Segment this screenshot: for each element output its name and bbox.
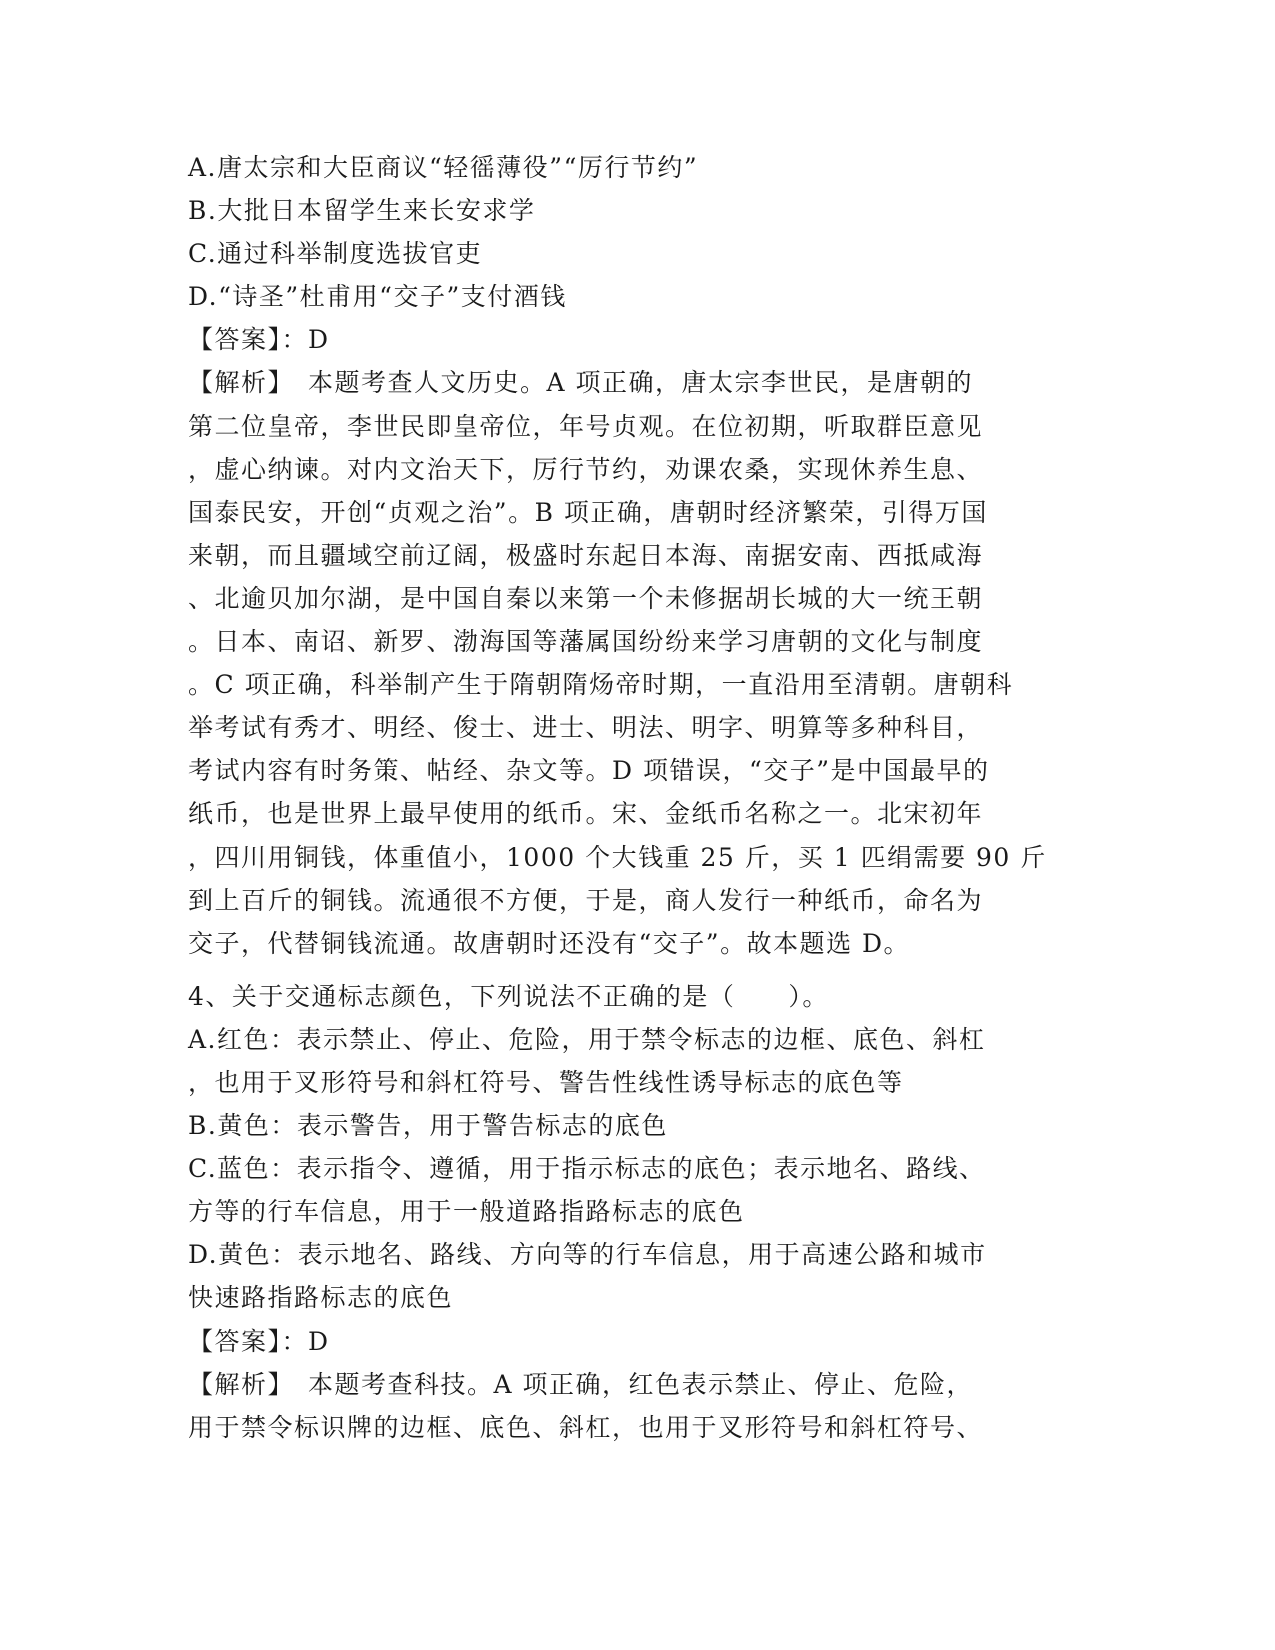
answer-line: 【答案】：D: [188, 325, 330, 355]
option-c-continued: 方等的行车信息，用于一般道路指路标志的底色: [188, 1197, 745, 1227]
option-c: C.蓝色：表示指令、遵循，用于指示标志的底色；表示地名、路线、: [188, 1154, 986, 1184]
option-d: D.黄色：表示地名、路线、方向等的行车信息，用于高速公路和城市: [188, 1240, 987, 1270]
analysis-line: 【解析】 本题考查人文历史。A 项正确，唐太宗李世民，是唐朝的: [188, 368, 974, 398]
analysis-line: 考试内容有时务策、帖经、杂文等。D 项错误，“交子”是中国最早的: [188, 756, 990, 786]
analysis-line: 国泰民安，开创“贞观之治”。B 项正确，唐朝时经济繁荣，引得万国: [188, 497, 988, 527]
analysis-line: 到上百斤的铜钱。流通很不方便，于是，商人发行一种纸币，命名为: [188, 885, 984, 915]
analysis-line: 用于禁令标识牌的边框、底色、斜杠，也用于叉形符号和斜杠符号、: [188, 1412, 984, 1442]
analysis-line: 交子，代替铜钱流通。故唐朝时还没有“交子”。故本题选 D。: [188, 928, 911, 958]
analysis-line: 第二位皇帝，李世民即皇帝位，年号贞观。在位初期，听取群臣意见: [188, 411, 984, 441]
analysis-line: 【解析】 本题考查科技。A 项正确，红色表示禁止、停止、危险，: [188, 1369, 974, 1399]
paragraph-gap: [188, 965, 1088, 975]
option-a: A.红色：表示禁止、停止、危险，用于禁令标志的边框、底色、斜杠: [188, 1024, 986, 1054]
analysis-paragraph: [188, 361, 1088, 964]
document-body: [188, 146, 1088, 1449]
question-3-options: [188, 146, 1088, 318]
option-b: B.黄色：表示警告，用于警告标志的底色: [188, 1111, 668, 1141]
question-4-stem: 4、关于交通标志颜色，下列说法不正确的是（ ）。: [188, 981, 829, 1011]
option-b: B.大批日本留学生来长安求学: [188, 196, 536, 226]
analysis-line: ，四川用铜钱，体重值小，1000 个大钱重 25 斤，买 1 匹绢需要 90 斤: [188, 842, 1047, 872]
analysis-line: 、北逾贝加尔湖，是中国自秦以来第一个未修据胡长城的大一统王朝: [188, 583, 984, 613]
analysis-line: ，虚心纳谏。对内文治天下，厉行节约，劝课农桑，实现休养生息、: [188, 454, 984, 484]
option-d-continued: 快速路指路标志的底色: [188, 1283, 454, 1313]
analysis-paragraph: [188, 1363, 1088, 1449]
option-a: A.唐太宗和大臣商议“轻徭薄役”“厉行节约”: [188, 153, 699, 182]
analysis-line: 来朝，而且疆域空前辽阔，极盛时东起日本海、南据安南、西抵咸海: [188, 540, 984, 570]
analysis-line: 举考试有秀才、明经、俊士、进士、明法、明字、明算等多种科目，: [188, 713, 984, 743]
question-4-options: [188, 1018, 1088, 1320]
analysis-line: 。C 项正确，科举制产生于隋朝隋炀帝时期，一直沿用至清朝。唐朝科: [188, 670, 1014, 700]
answer-line: 【答案】：D: [188, 1326, 330, 1356]
analysis-line: 纸币，也是世界上最早使用的纸币。宋、金纸币名称之一。北宋初年: [188, 799, 984, 829]
analysis-line: 。日本、南诏、新罗、渤海国等藩属国纷纷来学习唐朝的文化与制度: [188, 627, 984, 657]
option-c: C.通过科举制度选拔官吏: [188, 239, 483, 269]
option-d: D.“诗圣”杜甫用“交子”支付酒钱: [188, 282, 567, 312]
option-a-continued: ，也用于叉形符号和斜杠符号、警告性线性诱导标志的底色等: [188, 1067, 904, 1097]
